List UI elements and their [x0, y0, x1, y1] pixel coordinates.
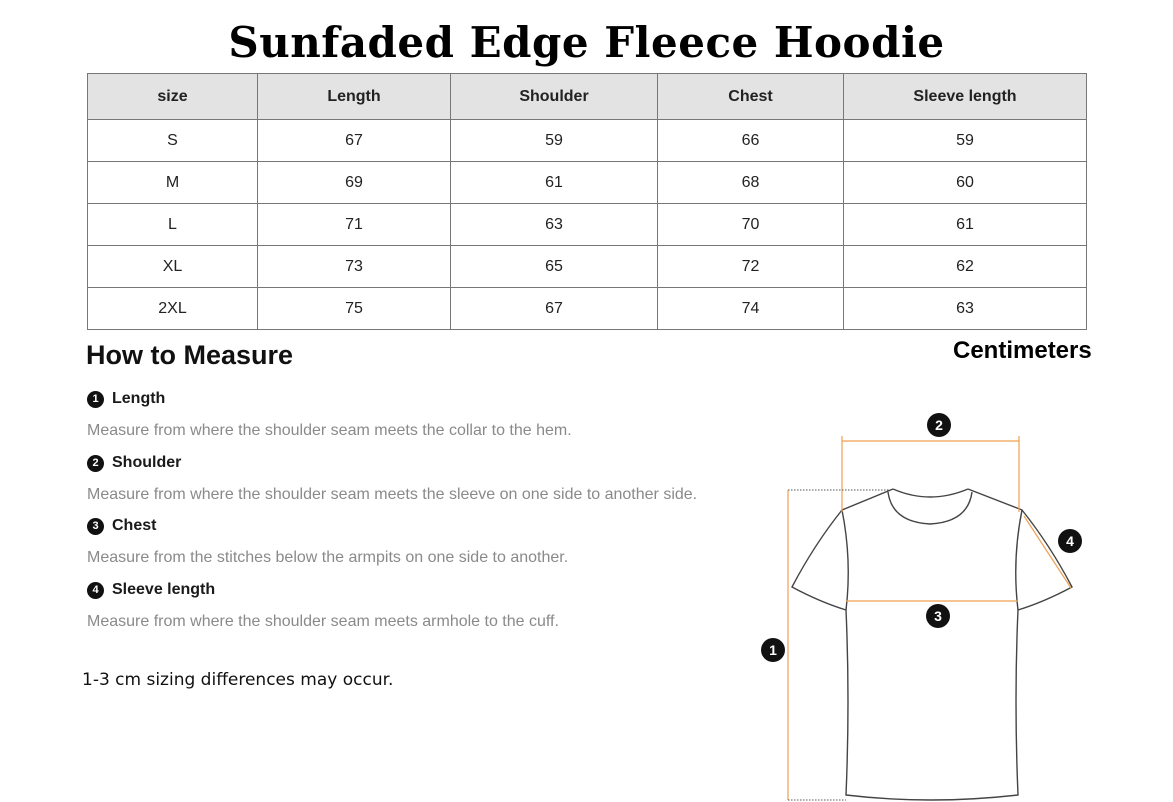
step-number-badge: 1	[87, 391, 104, 408]
marker-length-badge	[761, 638, 785, 662]
step-description: Measure from where the shoulder seam meets the sleeve on one side to another side.	[87, 486, 698, 503]
measure-step-sleeve-length	[87, 581, 559, 630]
step-label: Length	[112, 390, 166, 407]
column-header-length: Length	[258, 74, 451, 120]
table-cell: 59	[451, 120, 658, 162]
svg-text:3: 3	[934, 608, 942, 624]
step-description: Measure from where the shoulder seam meets the collar to the hem.	[87, 422, 572, 439]
marker-sleeve-length-badge	[1058, 529, 1082, 553]
step-description: Measure from the stitches below the armpits on one side to another.	[87, 549, 569, 566]
table-row	[88, 246, 1087, 288]
page-title: Sunfaded Edge Fleece Hoodie	[228, 18, 945, 67]
measure-step-length	[87, 390, 572, 439]
table-cell: 59	[844, 120, 1087, 162]
step-label: Shoulder	[112, 454, 182, 471]
table-cell: XL	[88, 246, 258, 288]
step-number-badge: 2	[87, 455, 104, 472]
sizing-note: 1-3 cm sizing differences may occur.	[82, 670, 394, 690]
table-cell: 61	[451, 162, 658, 204]
column-header-shoulder: Shoulder	[451, 74, 658, 120]
table-cell: 65	[451, 246, 658, 288]
table-cell: S	[88, 120, 258, 162]
table-cell: 67	[451, 288, 658, 330]
table-cell: 60	[844, 162, 1087, 204]
column-header-chest: Chest	[658, 74, 844, 120]
table-cell: 75	[258, 288, 451, 330]
table-cell: 62	[844, 246, 1087, 288]
table-cell: 74	[658, 288, 844, 330]
size-chart-table	[87, 73, 1087, 330]
table-cell: 69	[258, 162, 451, 204]
table-cell: M	[88, 162, 258, 204]
units-label: Centimeters	[953, 337, 1092, 364]
table-cell: 72	[658, 246, 844, 288]
measure-step-chest	[87, 517, 569, 566]
marker-shoulder-badge	[927, 413, 951, 437]
table-row	[88, 120, 1087, 162]
column-header-size: size	[88, 74, 258, 120]
table-cell: 63	[844, 288, 1087, 330]
measure-step-shoulder	[87, 454, 698, 503]
table-cell: 70	[658, 204, 844, 246]
marker-chest-badge	[926, 604, 950, 628]
table-row	[88, 204, 1087, 246]
table-cell: 68	[658, 162, 844, 204]
table-cell: 73	[258, 246, 451, 288]
step-number-badge: 4	[87, 582, 104, 599]
step-label: Sleeve length	[112, 581, 216, 598]
table-row	[88, 162, 1087, 204]
guide-lines	[788, 490, 890, 800]
svg-text:4: 4	[1066, 533, 1074, 549]
table-cell: 71	[258, 204, 451, 246]
step-label: Chest	[112, 517, 157, 534]
tshirt-outline-icon	[792, 489, 1072, 800]
svg-text:1: 1	[769, 642, 777, 658]
table-cell: 61	[844, 204, 1087, 246]
step-description: Measure from where the shoulder seam meets armhole to the cuff.	[87, 613, 559, 630]
table-cell: 63	[451, 204, 658, 246]
table-cell: 2XL	[88, 288, 258, 330]
svg-text:2: 2	[935, 417, 943, 433]
table-row	[88, 288, 1087, 330]
table-cell: L	[88, 204, 258, 246]
table-cell: 67	[258, 120, 451, 162]
column-header-sleeve-length: Sleeve length	[844, 74, 1087, 120]
table-header-row	[88, 74, 1087, 120]
tshirt-measurement-diagram	[750, 400, 1173, 802]
step-number-badge: 3	[87, 518, 104, 535]
how-to-measure-heading: How to Measure	[86, 340, 294, 370]
table-cell: 66	[658, 120, 844, 162]
